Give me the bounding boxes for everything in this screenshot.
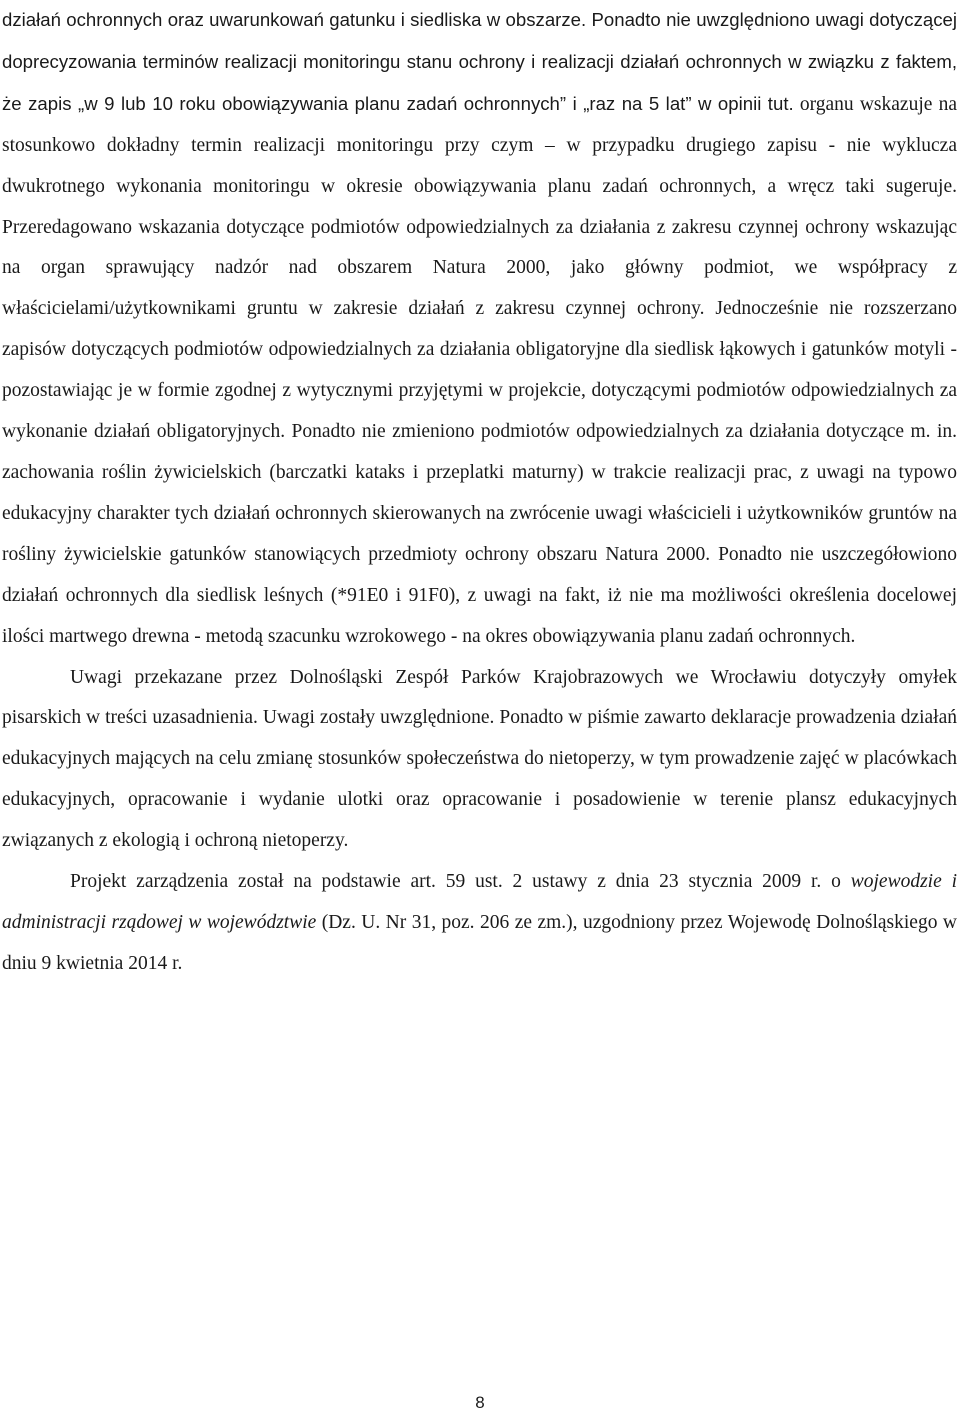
paragraph-dzpk-remarks: Uwagi przekazane przez Dolnośląski Zespół Parków Krajobrazowych we Wrocławiu dotyczyły omyłek pisarskich w treści uzasadnienia. Uwagi zostały uwzględnione. Ponadto w piśmie zawarto deklaracje prowadzenia działań edukacyjnych mających na celu zmianę stosunków społeczeństwa do nietoperzy, w tym prowadzenie zajęć w placówkach edukacyjnych, opracowanie i wydanie ulotki oraz opracowanie i posadowienie w terenie plansz edukacyjnych związanych z ekologią i ochroną nietoperzy.	[2, 666, 957, 852]
paragraph-continued	[2, 0, 957, 658]
page-number: 8	[475, 1393, 485, 1412]
legal-basis-tail: (Dz. U. Nr 31, poz. 206 ze zm.), uzgodniony przez Wojewodę Dolnośląskiego w dniu 9 kwietnia 2014 r.	[2, 911, 957, 974]
document-body	[2, 0, 957, 985]
paragraph-legal-basis	[2, 862, 957, 985]
legal-basis-text: Projekt zarządzenia został na podstawie art. 59 ust. 2 ustawy z dnia 23 stycznia 2009 r. o	[70, 871, 851, 893]
act-title-italic: wojewodzie i administracji rządowej w województwie	[2, 871, 957, 933]
paragraph-segment-serif: organu wskazuje na stosunkowo dokładny termin realizacji monitoringu przy czym – w przypadku drugiego zapisu - nie wyklucza dwukrotnego wykonania monitoringu w okresie obowiązywania planu zadań ochronnych, a wręcz taki sugeruje. Przeredagowano wskazania dotyczące podmiotów odpowiedzialnych za działania z zakresu czynnej ochrony wskazując na organ sprawujący nadzór nad obszarem Natura 2000, jako główny podmiot, we współpracy z właścicielami/użytkownikami gruntu w zakresie działań z zakresu czynnej ochrony. Jednocześnie nie rozszerzano zapisów dotyczących podmiotów odpowiedzialnych za działania obligatoryjne dla siedlisk łąkowych i gatunków motyli - pozostawiając je w formie zgodnej z wytycznymi przyjętymi w projekcie, dotyczącymi podmiotów odpowiedzialnych za wykonanie działań obligatoryjnych. Ponadto nie zmieniono podmiotów odpowiedzialnych za działania dotyczące m. in. zachowania roślin żywicielskich (barczatki kataks i przeplatki maturny) w trakcie realizacji prac, z uwagi na typowo edukacyjny charakter tych działań ochronnych skierowanych na zwrócenie uwagi właścicieli i użytkowników gruntów na rośliny żywicielskie gatunków stanowiących przedmioty ochrony obszaru Natura 2000. Ponadto nie uszczegółowiono działań ochronnych dla siedlisk leśnych (*91E0 i 91F0), z uwagi na fakt, iż nie ma możliwości określenia docelowej ilości martwego drewna - metodą szacunku wzrokowego - na okres obowiązywania planu zadań ochronnych.	[2, 93, 958, 647]
paragraph-segment-sans: działań ochronnych oraz uwarunkowań gatunku i siedliska w obszarze. Ponadto nie uwzględniono uwagi dotyczącej doprecyzowania terminów realizacji monitoringu stanu ochrony i realizacji działań ochronnych w związku z faktem, że zapis „w 9 lub 10 roku obowiązywania planu zadań ochronnych” i „raz na 5 lat” w opinii tut.	[2, 9, 957, 114]
